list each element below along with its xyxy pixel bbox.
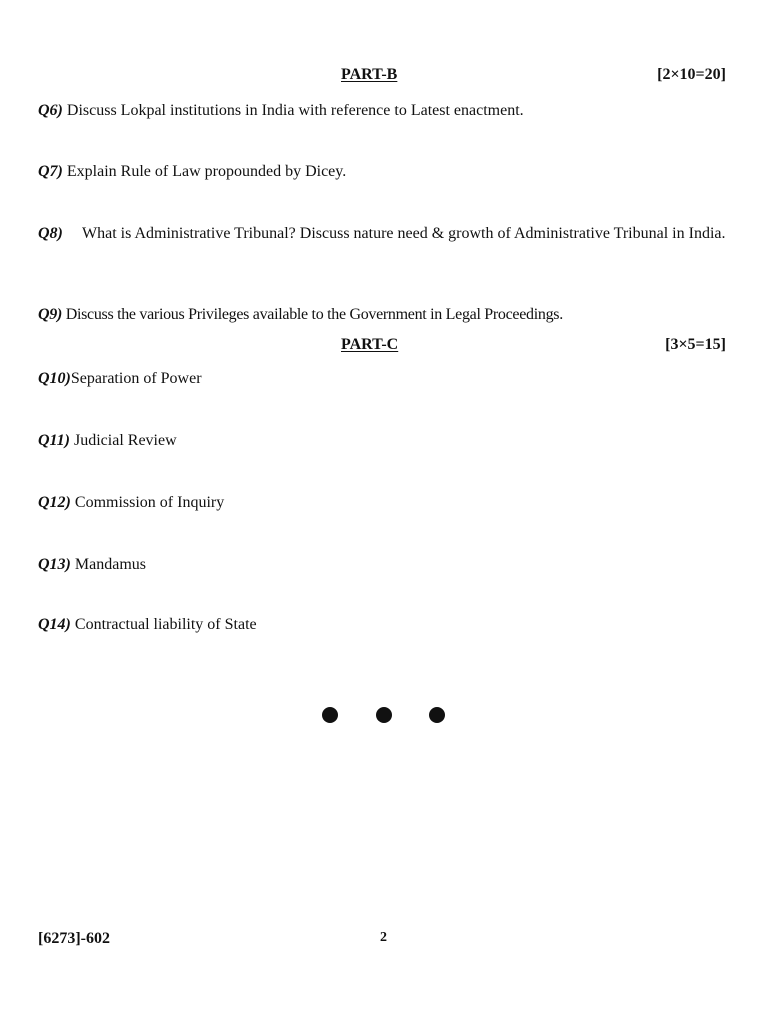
part-c-marks: [3×5=15] <box>665 336 726 353</box>
question-text: Separation of Power <box>70 370 202 387</box>
question-q13 <box>38 554 728 575</box>
question-text: Judicial Review <box>74 432 177 449</box>
question-q11 <box>38 430 728 451</box>
paper-code: [6273]-602 <box>38 930 110 947</box>
part-b-title: PART-B <box>341 66 398 83</box>
question-number: Q9) <box>38 306 62 323</box>
question-q7 <box>38 161 728 182</box>
part-c-header <box>0 336 768 358</box>
part-b-header <box>0 66 768 88</box>
question-q8 <box>38 223 728 244</box>
question-number: Q7) <box>38 163 63 180</box>
question-number: Q14) <box>38 616 71 633</box>
question-number: Q11) <box>38 432 70 449</box>
question-text: Mandamus <box>74 556 146 573</box>
question-text: Discuss Lokpal institutions in India with reference to Latest enactment. <box>66 102 524 119</box>
question-q10 <box>38 368 728 389</box>
question-number: Q13) <box>38 556 71 573</box>
question-q6 <box>38 100 728 121</box>
dot-icon <box>376 707 392 723</box>
question-text: Commission of Inquiry <box>74 494 225 511</box>
part-b-marks: [2×10=20] <box>657 66 726 83</box>
question-text: Explain Rule of Law propounded by Dicey. <box>66 163 347 180</box>
question-q9 <box>38 304 728 325</box>
question-number: Q6) <box>38 102 63 119</box>
question-text: Discuss the various Privileges available to the Government in Legal Proceedings. <box>65 306 563 323</box>
page-number: 2 <box>380 930 387 945</box>
question-text: What is Administrative Tribunal? Discuss nature need & growth of Administrative Tribunal in India. <box>82 225 726 242</box>
question-q14 <box>38 614 728 635</box>
question-number: Q12) <box>38 494 71 511</box>
end-marker-dots <box>320 707 450 725</box>
dot-icon <box>322 707 338 723</box>
part-c-title: PART-C <box>341 336 399 353</box>
question-q12 <box>38 492 728 513</box>
dot-icon <box>429 707 445 723</box>
question-text: Contractual liability of State <box>74 616 257 633</box>
question-number: Q10) <box>38 370 71 387</box>
question-number: Q8) <box>38 225 63 242</box>
